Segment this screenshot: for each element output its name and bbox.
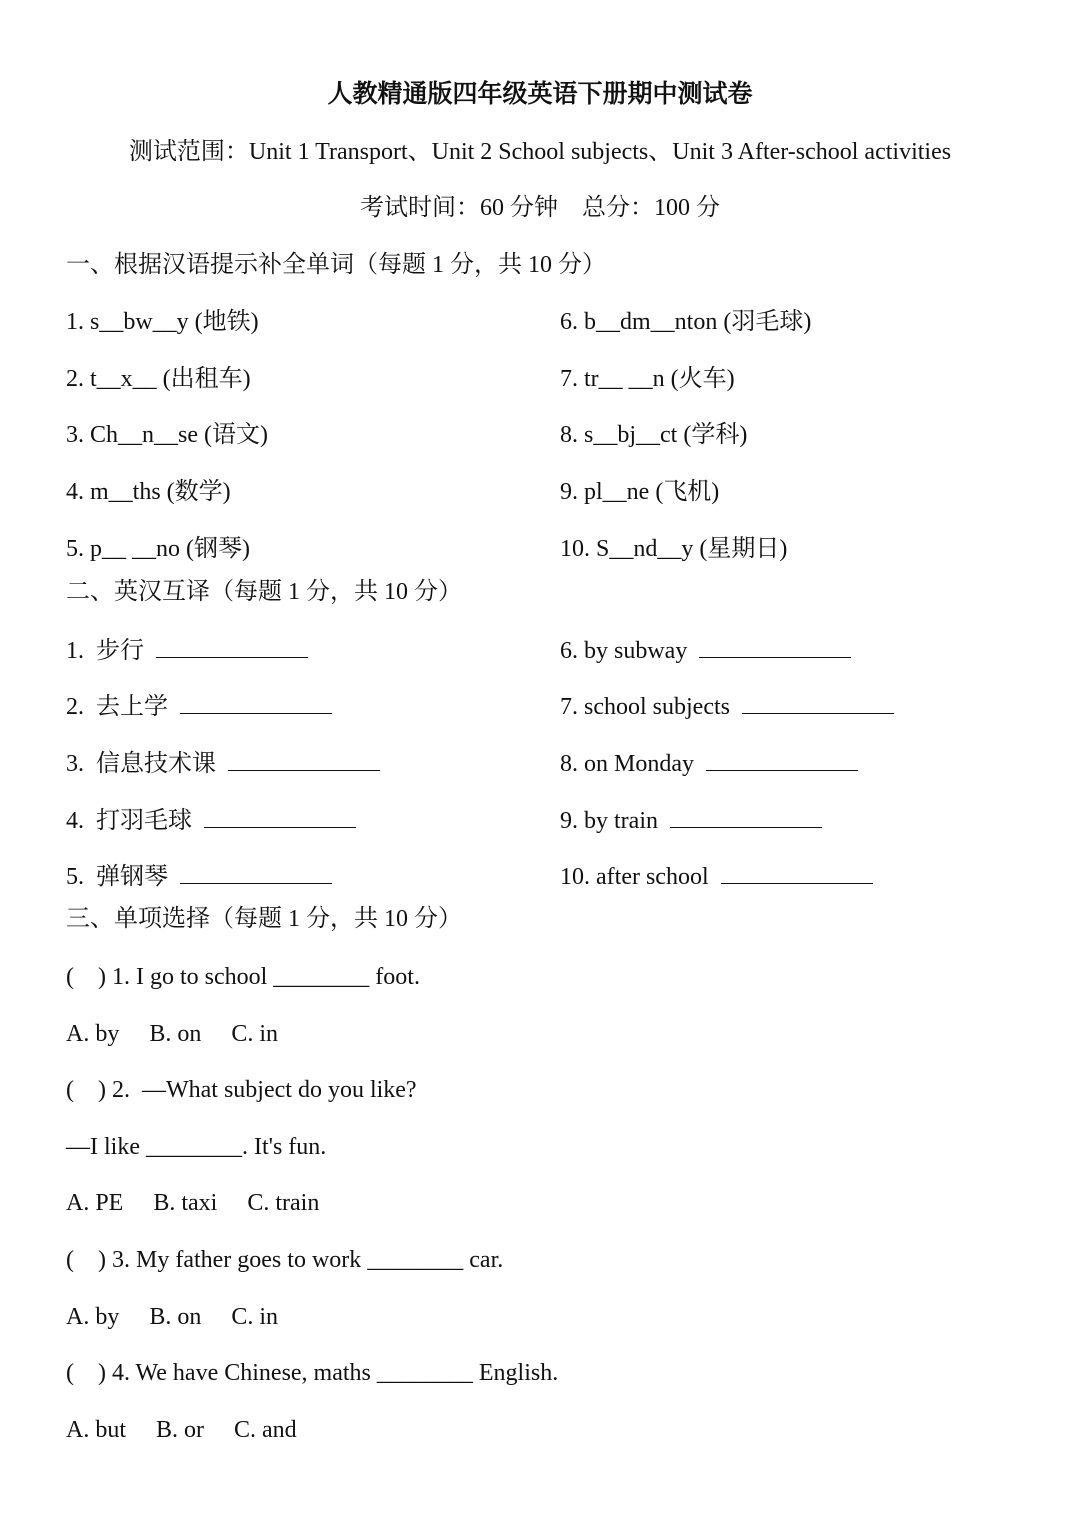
s3-options-4: A. but B. or C. and bbox=[66, 1417, 297, 1443]
exam-scope: 测试范围：Unit 1 Transport、Unit 2 School subjects、Unit 3 After-school activities bbox=[128, 139, 952, 165]
s2-item-4-text: 4. 打羽毛球 bbox=[66, 808, 192, 834]
s1-item-1: 1. s__bw__y (地铁) bbox=[66, 309, 259, 335]
s2-item-5-text: 5. 弹钢琴 bbox=[66, 864, 168, 890]
s2-item-2 bbox=[66, 691, 332, 722]
s3-question-1: ( ) 1. I go to school ________ foot. bbox=[66, 964, 420, 990]
exam-title: 人教精通版四年级英语下册期中测试卷 bbox=[327, 81, 753, 108]
s3-question-3: ( ) 3. My father goes to work ________ car. bbox=[66, 1247, 504, 1273]
s2-item-3 bbox=[66, 748, 380, 779]
s2-item-5 bbox=[66, 861, 332, 892]
s2-item-6-text: 6. by subway bbox=[560, 638, 688, 664]
s1-item-4: 4. m__ths (数学) bbox=[66, 479, 231, 505]
s2-item-10-text: 10. after school bbox=[560, 864, 709, 890]
s2-item-9 bbox=[560, 805, 822, 836]
s2-item-9-text: 9. by train bbox=[560, 808, 658, 834]
s1-item-7: 7. tr__ __n (火车) bbox=[560, 366, 735, 392]
answer-blank[interactable] bbox=[706, 748, 858, 771]
section-2-heading: 二、英汉互译（每题 1 分，共 10 分） bbox=[66, 579, 462, 605]
s1-item-3: 3. Ch__n__se (语文) bbox=[66, 422, 268, 448]
s3-options-1: A. by B. on C. in bbox=[66, 1021, 279, 1047]
s3-options-3: A. by B. on C. in bbox=[66, 1304, 279, 1330]
exam-time-score: 考试时间：60 分钟 总分：100 分 bbox=[360, 195, 720, 221]
s1-item-2: 2. t__x__ (出租车) bbox=[66, 366, 251, 392]
answer-blank[interactable] bbox=[180, 691, 332, 714]
s3-question-2: ( ) 2. —What subject do you like? bbox=[66, 1077, 417, 1103]
s2-item-1-text: 1. 步行 bbox=[66, 638, 144, 664]
s2-item-1 bbox=[66, 635, 308, 666]
s3-question-4: ( ) 4. We have Chinese, maths ________ English. bbox=[66, 1360, 559, 1386]
s2-item-3-text: 3. 信息技术课 bbox=[66, 751, 216, 777]
s1-item-10: 10. S__nd__y (星期日) bbox=[560, 536, 788, 562]
s1-item-9: 9. pl__ne (飞机) bbox=[560, 479, 720, 505]
s2-item-6 bbox=[560, 635, 851, 666]
s1-item-8: 8. s__bj__ct (学科) bbox=[560, 422, 748, 448]
answer-blank[interactable] bbox=[699, 635, 851, 658]
s1-item-5: 5. p__ __no (钢琴) bbox=[66, 536, 250, 562]
s2-item-8-text: 8. on Monday bbox=[560, 751, 694, 777]
section-1-heading: 一、根据汉语提示补全单词（每题 1 分，共 10 分） bbox=[66, 252, 606, 278]
s3-question-2-answer: —I like ________. It's fun. bbox=[66, 1134, 327, 1160]
s3-options-2: A. PE B. taxi C. train bbox=[66, 1190, 320, 1216]
answer-blank[interactable] bbox=[180, 861, 332, 884]
answer-blank[interactable] bbox=[670, 805, 822, 828]
answer-blank[interactable] bbox=[721, 861, 873, 884]
s2-item-10 bbox=[560, 861, 873, 892]
answer-blank[interactable] bbox=[204, 805, 356, 828]
answer-blank[interactable] bbox=[228, 748, 380, 771]
answer-blank[interactable] bbox=[156, 635, 308, 658]
s2-item-8 bbox=[560, 748, 858, 779]
s2-item-2-text: 2. 去上学 bbox=[66, 694, 168, 720]
section-3-heading: 三、单项选择（每题 1 分，共 10 分） bbox=[66, 906, 462, 932]
s2-item-7-text: 7. school subjects bbox=[560, 694, 730, 720]
s2-item-4 bbox=[66, 805, 356, 836]
s1-item-6: 6. b__dm__nton (羽毛球) bbox=[560, 309, 812, 335]
s2-item-7 bbox=[560, 691, 894, 722]
answer-blank[interactable] bbox=[742, 691, 894, 714]
